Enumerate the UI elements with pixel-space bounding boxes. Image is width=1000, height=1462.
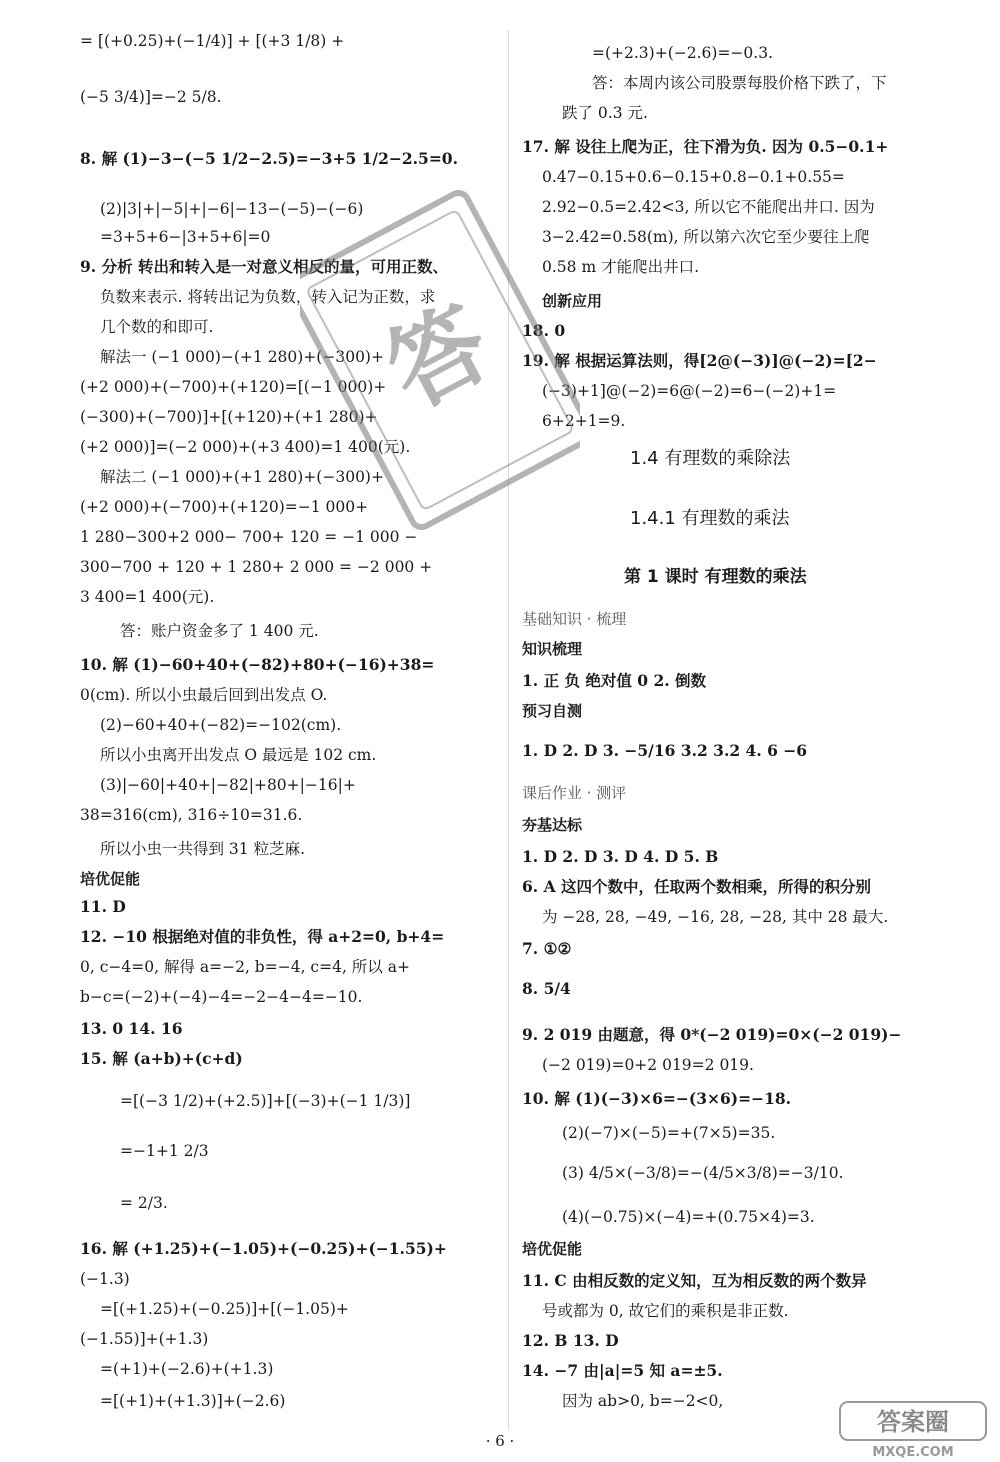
- left-text-line: 38=316(cm), 316÷10=31.6.: [80, 806, 303, 824]
- left-text-line: 10. 解 (1)−60+40+(−82)+80+(−16)+38=: [80, 655, 435, 674]
- right-text-line: 17. 解 设往上爬为正，往下滑为负. 因为 0.5−0.1+: [522, 137, 889, 156]
- right-text-line: =(+2.3)+(−2.6)=−0.3.: [592, 44, 773, 62]
- right-text-line: (4)(−0.75)×(−4)=+(0.75×4)=3.: [562, 1208, 815, 1226]
- right-text-line: 7. ①②: [522, 939, 572, 958]
- left-text-line: 答：账户资金多了 1 400 元.: [120, 622, 319, 640]
- corner-logo: [838, 1398, 988, 1460]
- left-text-line: =[(−3 1/2)+(+2.5)]+[(−3)+(−1 1/3)]: [120, 1092, 411, 1110]
- left-text-line: (−5 3/4)]=−2 5/8.: [80, 88, 222, 106]
- left-text-line: 0(cm). 所以小虫最后回到出发点 O.: [80, 686, 328, 704]
- left-text-line: 300−700 + 120 + 1 280+ 2 000 = −2 000 +: [80, 558, 433, 576]
- left-text-line: 所以小虫一共得到 31 粒芝麻.: [100, 840, 306, 858]
- left-text-line: =(+1)+(−2.6)+(+1.3): [100, 1360, 274, 1378]
- left-text-line: (+2 000)+(−700)+(+120)=[(−1 000)+: [80, 378, 387, 396]
- right-text-line: 11. C 由相反数的定义知，互为相反数的两个数异: [522, 1271, 867, 1290]
- right-text-line: 为 −28, 28, −49, −16, 28, −28, 其中 28 最大.: [542, 908, 889, 926]
- left-text-line: (2)|3|+|−5|+|−6|−13−(−5)−(−6): [100, 200, 364, 218]
- left-text-line: 9. 分析 转出和转入是一对意义相反的量，可用正数、: [80, 257, 448, 276]
- left-text-line: (+2 000)+(−700)+(+120)=−1 000+: [80, 498, 369, 516]
- left-text-line: 培优促能: [80, 870, 141, 888]
- left-text-line: 16. 解 (+1.25)+(−1.05)+(−0.25)+(−1.55)+: [80, 1239, 447, 1258]
- right-text-line: 2.92−0.5=2.42<3, 所以它不能爬出井口. 因为: [542, 198, 875, 216]
- right-text-line: 19. 解 根据运算法则，得[2@(−3)]@(−2)=[2−: [522, 351, 877, 370]
- right-text-line: 创新应用: [542, 292, 603, 310]
- right-text-line: (3) 4/5×(−3/8)=−(4/5×3/8)=−3/10.: [562, 1164, 844, 1182]
- left-text-line: b−c=(−2)+(−4)−4=−2−4−4=−10.: [80, 988, 363, 1006]
- right-text-line: (−3)+1]@(−2)=6@(−2)=6−(−2)+1=: [542, 382, 837, 400]
- left-text-line: =[(+1)+(+1.3)]+(−2.6): [100, 1392, 286, 1410]
- left-text-line: = [(+0.25)+(−1/4)] + [(+3 1/8) +: [80, 32, 345, 50]
- right-text-line: 预习自测: [522, 702, 583, 720]
- right-text-line: 0.58 m 才能爬出井口.: [542, 258, 699, 276]
- left-text-line: 8. 解 (1)−3−(−5 1/2−2.5)=−3+5 1/2−2.5=0.: [80, 149, 458, 168]
- left-text-line: 12. −10 根据绝对值的非负性，得 a+2=0, b+4=: [80, 927, 445, 946]
- left-text-line: 1 280−300+2 000− 700+ 120 = −1 000 −: [80, 528, 418, 546]
- left-text-line: 几个数的和即可.: [100, 318, 214, 336]
- left-text-line: 负数来表示. 将转出记为负数，转入记为正数，求: [100, 288, 436, 306]
- left-text-line: 11. D: [80, 897, 126, 916]
- right-text-line: 9. 2 019 由题意，得 0*(−2 019)=0×(−2 019)−: [522, 1025, 902, 1044]
- left-text-line: (−1.55)]+(+1.3): [80, 1330, 209, 1348]
- right-text-line: 6+2+1=9.: [542, 412, 626, 430]
- right-text-line: 1. D 2. D 3. −5/16 3.2 3.2 4. 6 −6: [522, 741, 808, 760]
- left-text-line: 0, c−4=0, 解得 a=−2, b=−4, c=4, 所以 a+: [80, 958, 410, 976]
- right-text-line: 因为 ab>0, b=−2<0,: [562, 1392, 724, 1410]
- right-text-line: 课后作业 · 测评: [522, 784, 627, 802]
- right-text-line: 1.4.1 有理数的乘法: [630, 508, 790, 529]
- left-text-line: 3 400=1 400(元).: [80, 588, 215, 606]
- right-text-line: 1. D 2. D 3. D 4. D 5. B: [522, 847, 719, 866]
- left-text-line: =[(+1.25)+(−0.25)]+[(−1.05)+: [100, 1300, 349, 1318]
- right-text-line: 1.4 有理数的乘除法: [630, 448, 791, 469]
- left-text-line: 13. 0 14. 16: [80, 1019, 183, 1038]
- svg-text:MXQE.COM: MXQE.COM: [872, 1445, 954, 1460]
- left-text-line: 解法一 (−1 000)−(+1 280)+(−300)+: [100, 348, 384, 366]
- left-text-line: (2)−60+40+(−82)=−102(cm).: [100, 716, 342, 734]
- watermark-stamp: [300, 190, 580, 530]
- svg-text:答案圈: 答案圈: [877, 1408, 949, 1436]
- right-text-line: 第 1 课时 有理数的乘法: [624, 567, 807, 587]
- page-number: · 6 ·: [485, 1432, 515, 1450]
- right-text-line: 跌了 0.3 元.: [562, 104, 648, 122]
- left-text-line: = 2/3.: [120, 1194, 168, 1212]
- left-text-line: (+2 000)]=(−2 000)+(+3 400)=1 400(元).: [80, 438, 411, 456]
- left-text-line: =−1+1 2/3: [120, 1142, 209, 1160]
- left-text-line: (3)|−60|+40+|−82|+80+|−16|+: [100, 776, 356, 794]
- right-text-line: (2)(−7)×(−5)=+(7×5)=35.: [562, 1124, 776, 1142]
- right-text-line: 12. B 13. D: [522, 1331, 619, 1350]
- right-text-line: 培优促能: [522, 1240, 583, 1258]
- right-text-line: 0.47−0.15+0.6−0.15+0.8−0.1+0.55=: [542, 168, 845, 186]
- left-text-line: (−1.3): [80, 1270, 130, 1288]
- left-text-line: 所以小虫离开出发点 O 最远是 102 cm.: [100, 746, 377, 764]
- left-text-line: 解法二 (−1 000)+(+1 280)+(−300)+: [100, 468, 384, 486]
- right-text-line: 18. 0: [522, 321, 566, 340]
- svg-text:答: 答: [369, 285, 508, 430]
- right-text-line: 答：本周内该公司股票每股价格下跌了，下: [592, 74, 887, 92]
- left-text-line: (−300)+(−700)]+[(+120)+(+1 280)+: [80, 408, 378, 426]
- right-text-line: 10. 解 (1)(−3)×6=−(3×6)=−18.: [522, 1089, 792, 1108]
- right-text-line: 夯基达标: [522, 816, 583, 834]
- right-text-line: (−2 019)=0+2 019=2 019.: [542, 1056, 754, 1074]
- right-text-line: 1. 正 负 绝对值 0 2. 倒数: [522, 671, 707, 690]
- right-text-line: 14. −7 由|a|=5 知 a=±5.: [522, 1361, 723, 1380]
- left-text-line: 15. 解 (a+b)+(c+d): [80, 1049, 243, 1068]
- right-text-line: 号或都为 0, 故它们的乘积是非正数.: [542, 1302, 789, 1320]
- left-text-line: =3+5+6−|3+5+6|=0: [100, 228, 271, 246]
- right-text-line: 6. A 这四个数中，任取两个数相乘，所得的积分别: [522, 877, 872, 896]
- right-text-line: 8. 5/4: [522, 979, 571, 998]
- right-text-line: 基础知识 · 梳理: [522, 610, 627, 628]
- right-text-line: 知识梳理: [522, 640, 583, 658]
- right-text-line: 3−2.42=0.58(m), 所以第六次它至少要往上爬: [542, 228, 870, 246]
